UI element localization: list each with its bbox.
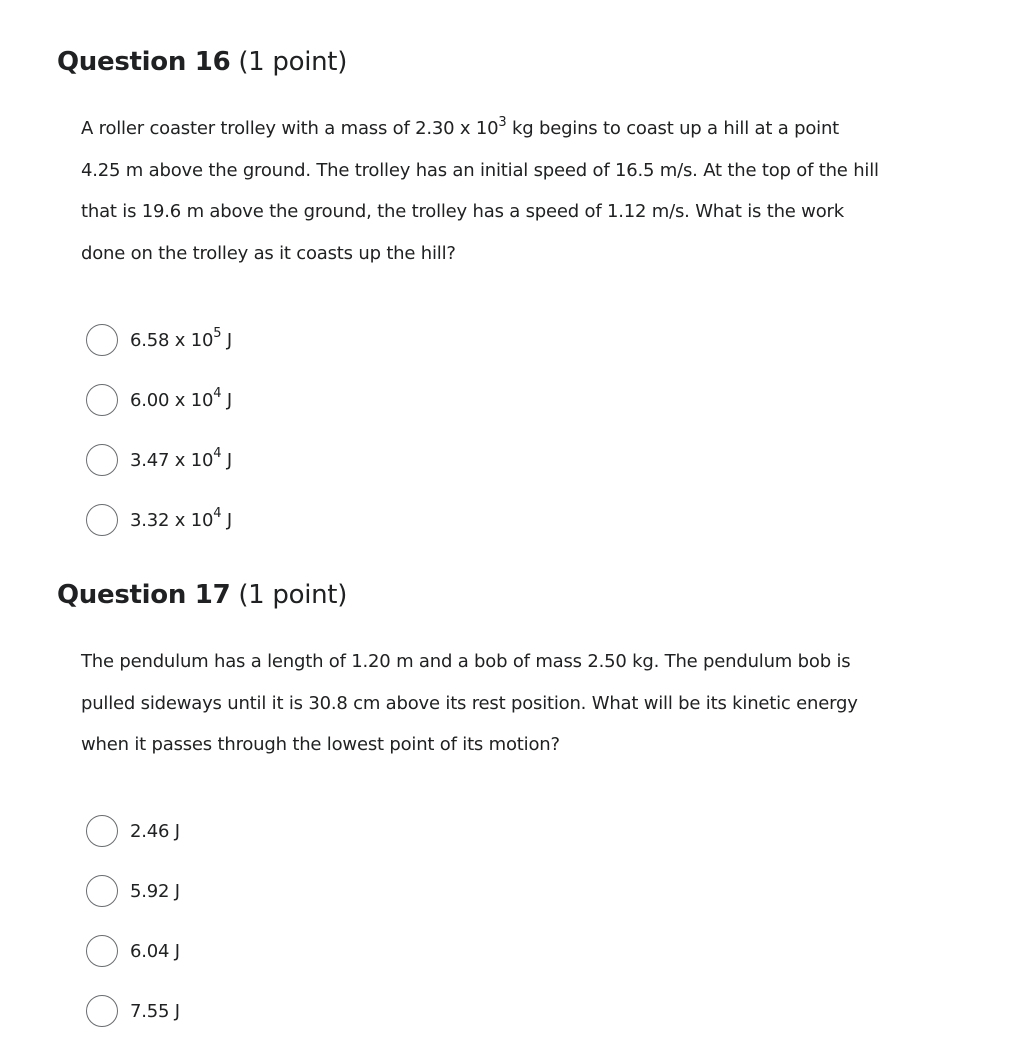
option-exponent: 5 (213, 326, 222, 342)
option-label: 7.55 J (130, 1000, 180, 1022)
question-16-text-part-2: kg begins to coast up a hill at a point 4.25 m above the ground. The trolley has an initial speed of 16.5 m/s. At the top of the hill that is 19.6 m above the ground, the trolley has a speed of 1.12 m/s. What is the work done on the trolley as it coasts up the hill? (81, 118, 879, 264)
question-16-text (81, 108, 881, 274)
option-label: 2.46 J (130, 820, 180, 842)
question-17-option-1[interactable] (86, 801, 180, 861)
question-16-title (57, 44, 977, 80)
question-16-text-part-1: A roller coaster trolley with a mass of 2.30 x 10 (81, 118, 499, 139)
option-unit: J (221, 449, 232, 471)
question-16-options (86, 310, 232, 550)
question-17-option-2[interactable] (86, 861, 180, 921)
question-17-title (57, 577, 977, 613)
question-16-points: (1 point) (238, 47, 348, 77)
option-base: 6.00 x 10 (130, 389, 214, 411)
option-unit: J (221, 509, 232, 531)
question-16-option-2[interactable] (86, 370, 232, 430)
radio-button[interactable] (86, 504, 118, 536)
question-17 (57, 577, 977, 1022)
radio-button[interactable] (86, 935, 118, 967)
option-label: 5.92 J (130, 880, 180, 902)
question-17-points: (1 point) (238, 580, 348, 610)
radio-button[interactable] (86, 875, 118, 907)
option-exponent: 4 (213, 506, 222, 522)
question-17-text: The pendulum has a length of 1.20 m and a bob of mass 2.50 kg. The pendulum bob is pulled sideways until it is 30.8 cm above its rest position. What will be its kinetic energy when it passes through the lowest point of its motion? (81, 651, 858, 755)
option-base: 3.47 x 10 (130, 449, 214, 471)
question-16-option-4[interactable] (86, 490, 232, 550)
option-base: 6.58 x 10 (130, 329, 214, 351)
option-exponent: 4 (213, 386, 222, 402)
question-17-option-4[interactable] (86, 981, 180, 1041)
question-17-option-3[interactable] (86, 921, 180, 981)
option-label (130, 506, 232, 531)
question-16-option-1[interactable] (86, 310, 232, 370)
radio-button[interactable] (86, 444, 118, 476)
question-16-number: Question 16 (57, 47, 231, 77)
radio-button[interactable] (86, 995, 118, 1027)
radio-button[interactable] (86, 815, 118, 847)
option-label: 6.04 J (130, 940, 180, 962)
option-label (130, 326, 232, 351)
option-unit: J (221, 389, 232, 411)
option-base: 3.32 x 10 (130, 509, 214, 531)
option-label (130, 386, 232, 411)
option-exponent: 4 (213, 446, 222, 462)
radio-button[interactable] (86, 324, 118, 356)
question-16-text-exponent: 3 (498, 114, 507, 130)
question-17-options (86, 801, 180, 1041)
radio-button[interactable] (86, 384, 118, 416)
option-unit: J (221, 329, 232, 351)
question-16-option-3[interactable] (86, 430, 232, 490)
option-label (130, 446, 232, 471)
question-17-number: Question 17 (57, 580, 231, 610)
question-16 (57, 44, 977, 531)
